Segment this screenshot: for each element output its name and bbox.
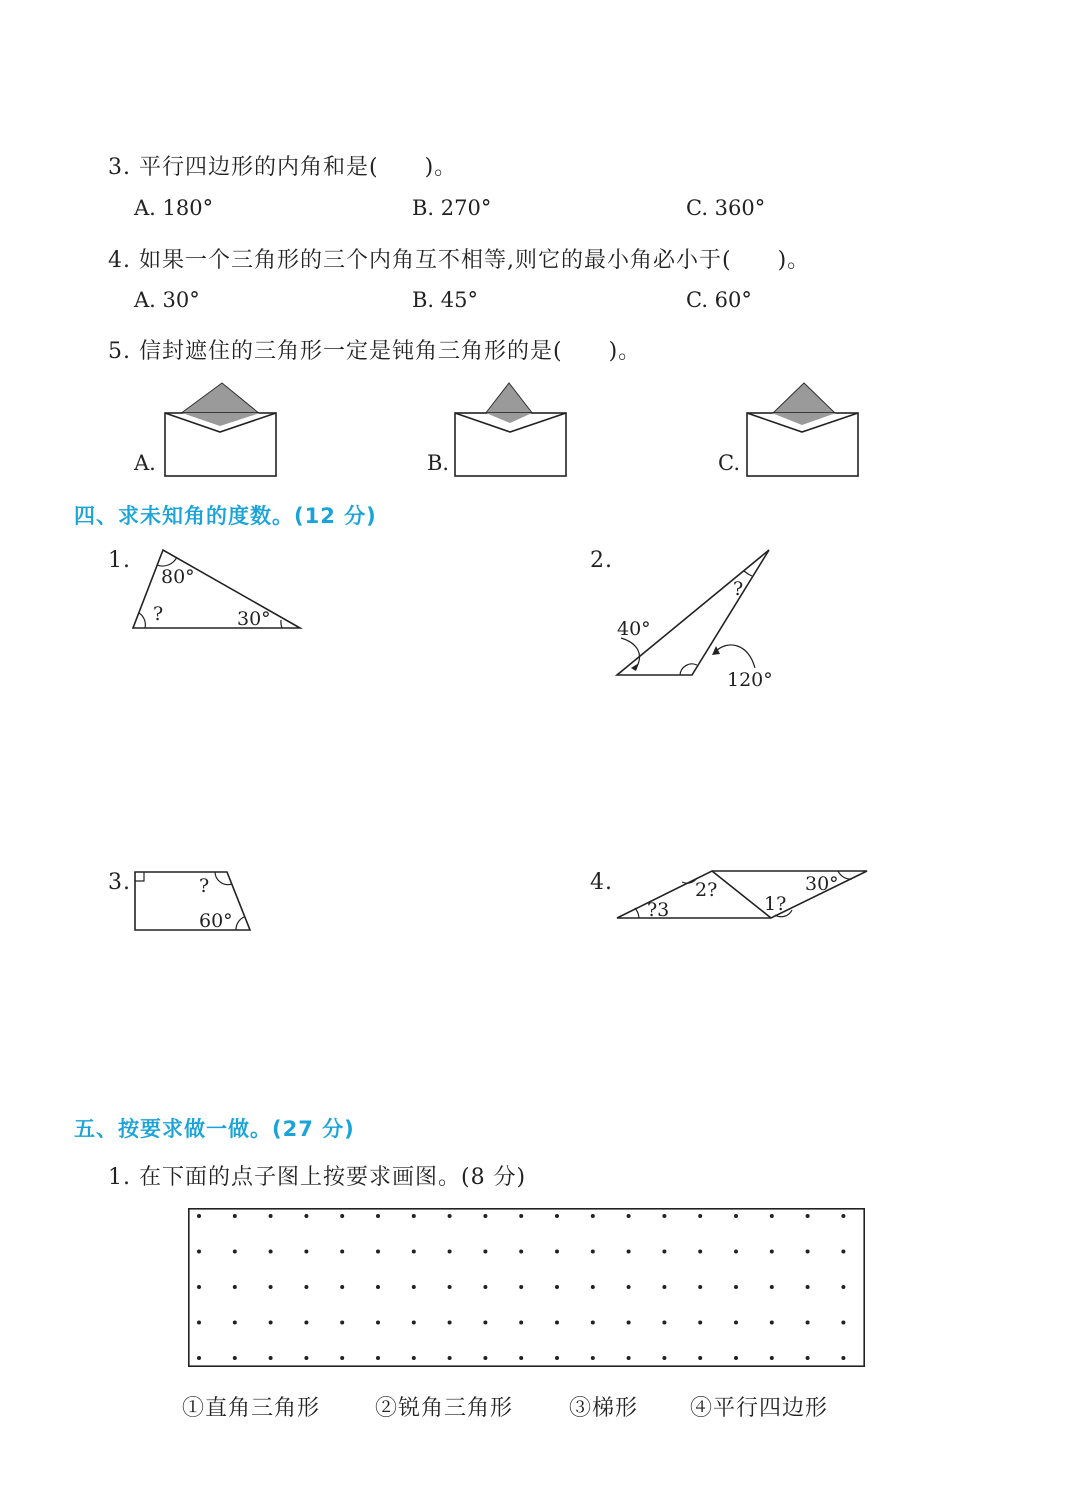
grid-dot[interactable]	[698, 1356, 702, 1360]
grid-dot[interactable]	[662, 1285, 666, 1289]
grid-dot[interactable]	[806, 1321, 810, 1325]
grid-dot[interactable]	[698, 1321, 702, 1325]
grid-dot[interactable]	[376, 1321, 380, 1325]
q4-option-b[interactable]: B. 45°	[412, 288, 479, 312]
grid-dot[interactable]	[555, 1321, 559, 1325]
grid-dot[interactable]	[841, 1356, 845, 1360]
grid-dot[interactable]	[304, 1214, 308, 1218]
grid-dot[interactable]	[555, 1356, 559, 1360]
grid-dot[interactable]	[591, 1285, 595, 1289]
grid-dot[interactable]	[698, 1214, 702, 1218]
figure-4-number: 4.	[590, 870, 613, 895]
section-5-question-1: 1. 在下面的点子图上按要求画图。(8 分)	[108, 1165, 527, 1190]
grid-dot[interactable]	[448, 1321, 452, 1325]
grid-dot[interactable]	[448, 1250, 452, 1254]
grid-dot[interactable]	[340, 1285, 344, 1289]
grid-dot[interactable]	[698, 1250, 702, 1254]
grid-dot[interactable]	[304, 1250, 308, 1254]
grid-dot[interactable]	[662, 1250, 666, 1254]
draw-item-parallelogram: ④平行四边形	[690, 1396, 829, 1421]
grid-dot[interactable]	[340, 1321, 344, 1325]
grid-dot[interactable]	[269, 1356, 273, 1360]
grid-dot[interactable]	[555, 1285, 559, 1289]
grid-dot[interactable]	[483, 1321, 487, 1325]
grid-dot[interactable]	[841, 1250, 845, 1254]
grid-dot[interactable]	[662, 1214, 666, 1218]
grid-dot[interactable]	[627, 1285, 631, 1289]
grid-dot[interactable]	[555, 1214, 559, 1218]
grid-dot[interactable]	[519, 1356, 523, 1360]
grid-dot[interactable]	[591, 1250, 595, 1254]
grid-dot[interactable]	[627, 1356, 631, 1360]
grid-dot[interactable]	[304, 1285, 308, 1289]
draw-item-trapezoid: ③梯形	[569, 1396, 639, 1421]
grid-dot[interactable]	[483, 1356, 487, 1360]
q4-option-c[interactable]: C. 60°	[686, 288, 752, 312]
grid-dot[interactable]	[233, 1250, 237, 1254]
grid-dot[interactable]	[448, 1356, 452, 1360]
grid-dot[interactable]	[412, 1356, 416, 1360]
q5-option-c-label[interactable]: C.	[718, 451, 740, 475]
grid-dot[interactable]	[770, 1321, 774, 1325]
q3-option-b[interactable]: B. 270°	[412, 196, 492, 220]
draw-item-right-triangle: ①直角三角形	[182, 1396, 321, 1421]
grid-dot[interactable]	[233, 1356, 237, 1360]
grid-dot[interactable]	[519, 1214, 523, 1218]
grid-dot[interactable]	[519, 1285, 523, 1289]
grid-dot[interactable]	[233, 1285, 237, 1289]
grid-dot[interactable]	[770, 1285, 774, 1289]
grid-dot[interactable]	[233, 1214, 237, 1218]
grid-dot[interactable]	[627, 1250, 631, 1254]
grid-dot[interactable]	[448, 1285, 452, 1289]
figure-1-angle-right: 30°	[237, 608, 271, 630]
grid-dot[interactable]	[591, 1321, 595, 1325]
grid-dot[interactable]	[591, 1356, 595, 1360]
figure-3-angle-top: ?	[199, 875, 210, 897]
figure-3-number: 3.	[108, 870, 131, 895]
section-4-title: 四、求未知角的度数。(12 分)	[74, 504, 377, 528]
section-5-title: 五、按要求做一做。(27 分)	[74, 1117, 355, 1141]
grid-dot[interactable]	[304, 1356, 308, 1360]
grid-dot[interactable]	[806, 1250, 810, 1254]
grid-dot[interactable]	[734, 1214, 738, 1218]
grid-dot[interactable]	[806, 1356, 810, 1360]
grid-dot[interactable]	[841, 1285, 845, 1289]
grid-dot[interactable]	[412, 1285, 416, 1289]
figure-2-angle-120: 120°	[727, 669, 773, 691]
grid-dot[interactable]	[770, 1214, 774, 1218]
grid-dot[interactable]	[376, 1214, 380, 1218]
q3-option-c[interactable]: C. 360°	[686, 196, 766, 220]
grid-dot[interactable]	[269, 1214, 273, 1218]
question-5-text: 信封遮住的三角形一定是钝角三角形的是( )。	[139, 339, 642, 364]
grid-dot[interactable]	[233, 1321, 237, 1325]
grid-dot[interactable]	[483, 1250, 487, 1254]
grid-dot[interactable]	[806, 1214, 810, 1218]
grid-dot[interactable]	[269, 1250, 273, 1254]
grid-dot[interactable]	[483, 1214, 487, 1218]
question-4-text: 如果一个三角形的三个内角互不相等,则它的最小角必小于( )。	[139, 248, 811, 273]
grid-dot[interactable]	[734, 1321, 738, 1325]
grid-dot[interactable]	[734, 1285, 738, 1289]
grid-dot[interactable]	[519, 1321, 523, 1325]
q5-option-a-label[interactable]: A.	[134, 451, 156, 475]
figure-4-angle-1: 1?	[764, 893, 787, 915]
figure-3-angle-60: 60°	[199, 910, 233, 932]
grid-dot[interactable]	[269, 1321, 273, 1325]
grid-dot[interactable]	[734, 1250, 738, 1254]
grid-dot[interactable]	[376, 1356, 380, 1360]
q4-option-a[interactable]: A. 30°	[134, 288, 200, 312]
q5-option-b-label[interactable]: B.	[427, 451, 450, 475]
grid-dot[interactable]	[340, 1250, 344, 1254]
grid-dot[interactable]	[662, 1356, 666, 1360]
grid-dot[interactable]	[376, 1285, 380, 1289]
grid-dot[interactable]	[197, 1250, 201, 1254]
figure-1-angle-left: ?	[153, 603, 164, 625]
grid-dot[interactable]	[448, 1214, 452, 1218]
q3-option-a[interactable]: A. 180°	[134, 196, 214, 220]
grid-dot[interactable]	[483, 1285, 487, 1289]
grid-dot[interactable]	[376, 1250, 380, 1254]
question-3-number: 3.	[108, 155, 131, 180]
grid-dot[interactable]	[734, 1356, 738, 1360]
grid-dot[interactable]	[197, 1285, 201, 1289]
grid-dot[interactable]	[841, 1321, 845, 1325]
grid-dot[interactable]	[591, 1214, 595, 1218]
dot-grid[interactable]	[188, 1208, 865, 1367]
figure-1-angle-top: 80°	[161, 566, 195, 588]
grid-dot[interactable]	[770, 1356, 774, 1360]
question-5-number: 5.	[108, 339, 131, 364]
grid-dot[interactable]	[627, 1321, 631, 1325]
grid-dot[interactable]	[412, 1250, 416, 1254]
grid-dot[interactable]	[806, 1285, 810, 1289]
figure-4-angle-3: ?3	[647, 899, 670, 921]
figure-2-number: 2.	[590, 548, 613, 573]
grid-dot[interactable]	[269, 1285, 273, 1289]
question-3-text: 平行四边形的内角和是( )。	[139, 155, 458, 180]
grid-dot[interactable]	[340, 1356, 344, 1360]
grid-dot[interactable]	[412, 1214, 416, 1218]
grid-dot[interactable]	[197, 1214, 201, 1218]
grid-dot[interactable]	[770, 1250, 774, 1254]
grid-dot[interactable]	[627, 1214, 631, 1218]
figure-2-angle-top: ?	[733, 578, 744, 600]
grid-dot[interactable]	[555, 1250, 559, 1254]
question-4-number: 4.	[108, 248, 131, 273]
grid-dot[interactable]	[698, 1285, 702, 1289]
figure-4-angle-2: 2?	[695, 879, 718, 901]
figure-2-angle-40: 40°	[617, 618, 651, 640]
grid-dot[interactable]	[340, 1214, 344, 1218]
grid-dot[interactable]	[197, 1356, 201, 1360]
grid-dot[interactable]	[662, 1321, 666, 1325]
draw-item-acute-triangle: ②锐角三角形	[375, 1396, 514, 1421]
grid-dot[interactable]	[841, 1214, 845, 1218]
grid-dot[interactable]	[519, 1250, 523, 1254]
grid-dot[interactable]	[304, 1321, 308, 1325]
grid-dot[interactable]	[197, 1321, 201, 1325]
figure-1-number: 1.	[108, 548, 131, 573]
grid-dot[interactable]	[412, 1321, 416, 1325]
figure-4-angle-30: 30°	[805, 873, 839, 895]
